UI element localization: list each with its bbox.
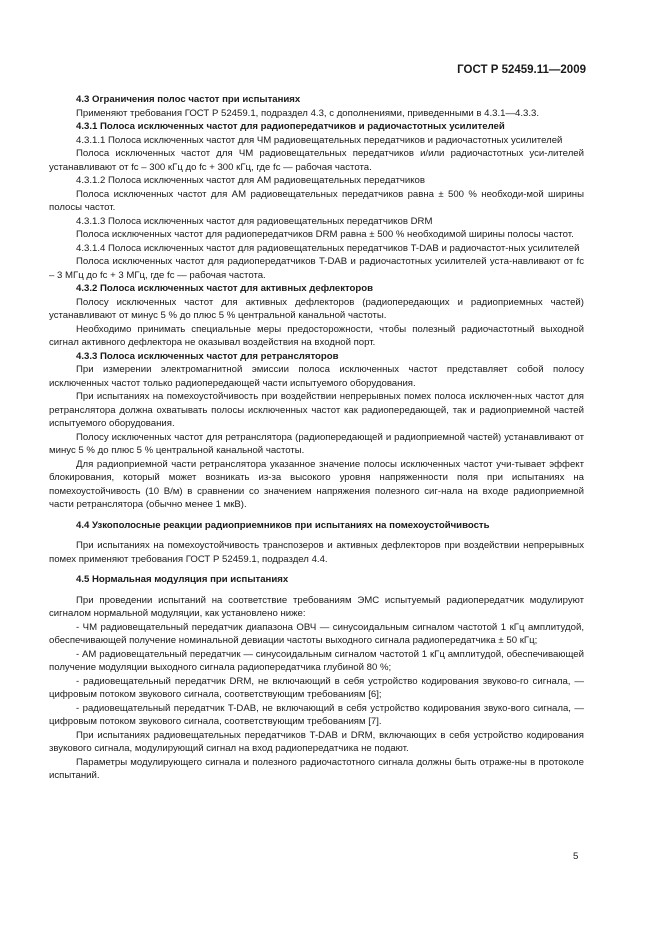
paragraph: 4.3.1.4 Полоса исключенных частот для радиовещательных передатчиков T-DAB и радиочастот-ных усилителей bbox=[76, 242, 580, 254]
paragraph: При проведении испытаний на соответствие требованиям ЭМС испытуемый радиопередатчик модулируют сигналом нормальной модуляции, как установлено ниже: bbox=[49, 594, 584, 619]
paragraph: При испытаниях на помехоустойчивость транспозеров и активных дефлекторов при воздействии непрерывных помех применяют требования ГОСТ Р 52459.1, подраздел 4.4. bbox=[49, 540, 584, 565]
section-heading: 4.3 Ограничения полос частот при испытаниях bbox=[76, 94, 301, 105]
standard-header: ГОСТ Р 52459.11—2009 bbox=[457, 64, 586, 76]
subsection-heading: 4.3.2 Полоса исключенных частот для активных дефлекторов bbox=[76, 283, 374, 294]
paragraph: Полоса исключенных частот для АМ радиовещательных передатчиков равна ± 500 % необходи-мой ширины полосы частот. bbox=[49, 188, 584, 213]
paragraph: Полосу исключенных частот для ретранслятора (радиопередающей и радиоприемной частей) устанавливают от минус 5 % до плюс 5 % центральной канальной частоты. bbox=[49, 431, 584, 456]
document-body bbox=[49, 93, 584, 783]
paragraph: Полосу исключенных частот для активных дефлекторов (радиопередающих и радиоприемных частей) устанавливают от минус 5 % до плюс 5 % центральной канальной частоты. bbox=[49, 296, 584, 321]
paragraph: Для радиоприемной части ретранслятора указанное значение полосы исключенных частот учи-тывает эффект блокирования, который может возникать из-за высокого уровня напряженности поля при испытаниях на помехоустойчивость (10 В/м) в сравнении со значением напряжения полезного сиг-нала на входе радиоприемной части ретранслятора (обычно менее 1 мкВ). bbox=[49, 458, 584, 510]
section-heading: 4.5 Нормальная модуляция при испытаниях bbox=[76, 574, 289, 585]
paragraph: 4.3.1.2 Полоса исключенных частот для АМ радиовещательных передатчиков bbox=[76, 175, 425, 186]
page-number: 5 bbox=[573, 851, 579, 862]
paragraph: Применяют требования ГОСТ Р 52459.1, подраздел 4.3, с дополнениями, приведенными в 4.3.1—4.3.3. bbox=[76, 107, 540, 119]
list-item: - радиовещательный передатчик T-DAB, не включающий в себя устройство кодирования звуко-вого сигнала, — цифровым потоком звукового сигнала, соответствующим требованиям [7]. bbox=[49, 702, 584, 727]
subsection-heading: 4.3.1 Полоса исключенных частот для радиопередатчиков и радиочастотных усилителей bbox=[76, 121, 505, 132]
list-item: - радиовещательный передатчик DRM, не включающий в себя устройство кодирования звуково-го сигнала, — цифровым потоком звукового сигнала, соответствующим требованиям [6]; bbox=[49, 675, 584, 700]
paragraph: При испытаниях на помехоустойчивость при воздействии непрерывных помех полоса исключен-ных частот для ретранслятора должна охватывать полосы исключенных частот как радиопередающей, так и радиоприемной частей испытуемого оборудования. bbox=[49, 391, 584, 429]
paragraph: Необходимо принимать специальные меры предосторожности, чтобы полезный радиочастотный выходной сигнал активного дефлектора не оказывал воздействия на входной порт. bbox=[49, 323, 584, 348]
section-heading: 4.4 Узкополосные реакции радиоприемников при испытаниях на помехоустойчивость bbox=[76, 519, 490, 531]
paragraph: 4.3.1.3 Полоса исключенных частот для радиовещательных передатчиков DRM bbox=[76, 215, 433, 227]
paragraph: Полоса исключенных частот для радиопередатчиков DRM равна ± 500 % необходимой ширины полосы частот. bbox=[76, 229, 574, 240]
paragraph: При испытаниях радиовещательных передатчиков T-DAB и DRM, включающих в себя устройство кодирования звукового сигнала, модулирующий сигнал на вход радиопередатчика не подают. bbox=[49, 729, 584, 754]
list-item: - АМ радиовещательный передатчик — синусоидальным сигналом частотой 1 кГц амплитудой, обеспечивающей получение модуляции выходного сигнала радиопередатчика глубиной 80 %; bbox=[49, 648, 584, 673]
paragraph: При измерении электромагнитной эмиссии полоса исключенных частот представляет собой полосу исключенных частот только радиопередающей части испытуемого оборудования. bbox=[49, 364, 584, 389]
paragraph: Полоса исключенных частот для радиопередатчиков T-DAB и радиочастотных усилителей уста-навливают от fc – 3 МГц до fc + 3 МГц, где fc — рабочая частота. bbox=[49, 256, 584, 281]
list-item: - ЧМ радиовещательный передатчик диапазона ОВЧ — синусоидальным сигналом частотой 1 кГц амплитудой, обеспечивающей получение номинальной девиации частоты выходного сигнала радиопередатчика ± 50 кГц; bbox=[49, 621, 584, 646]
paragraph: Полоса исключенных частот для ЧМ радиовещательных передатчиков и/или радиочастотных уси-лителей устанавливают от fc – 300 кГц до fc + 300 кГц, где fc — рабочая частота. bbox=[49, 148, 584, 173]
paragraph: Параметры модулирующего сигнала и полезного радиочастотного сигнала должны быть отраже-ны в протоколе испытаний. bbox=[49, 756, 584, 781]
paragraph: 4.3.1.1 Полоса исключенных частот для ЧМ радиовещательных передатчиков и радиочастотных усилителей bbox=[76, 134, 563, 146]
subsection-heading: 4.3.3 Полоса исключенных частот для ретрансляторов bbox=[76, 350, 339, 362]
